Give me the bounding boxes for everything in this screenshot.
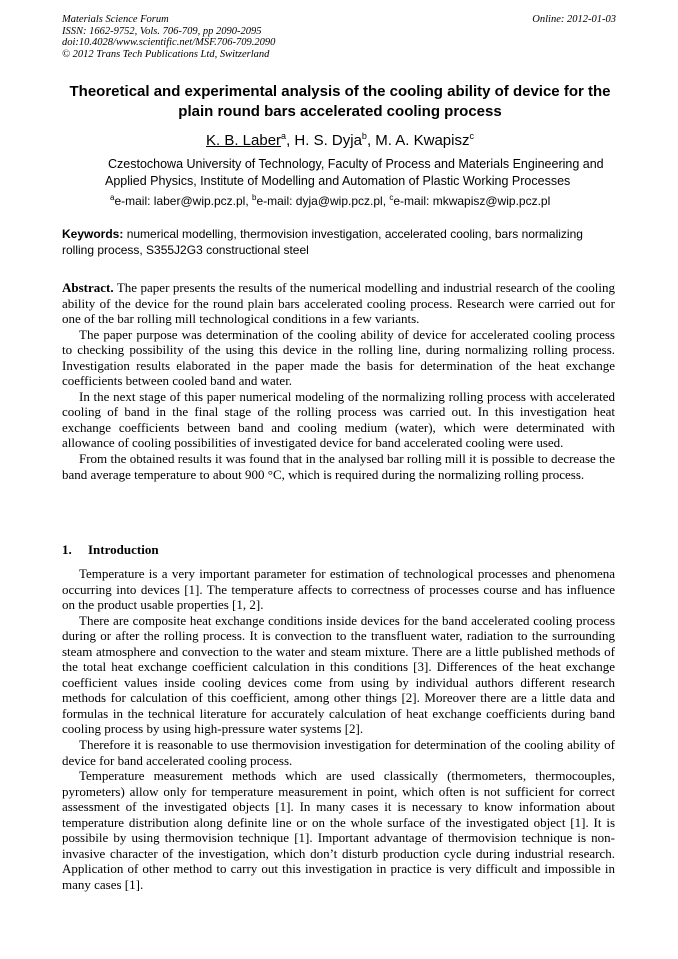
author-kwapisz: , M. A. Kwapisz (366, 132, 470, 149)
abstract-paragraph-2: The paper purpose was determination of the cooling ability of device for accelerated cooling process to checking possibility of the using this device in the rolling line, during normalizing rolling process. Investigation results elaborated in the paper made the basis for determination of the heat exchange coefficients between cooled band and water. (62, 326, 615, 389)
journal-header (62, 14, 618, 60)
section-heading (62, 542, 159, 558)
email-b: e-mail: dyja@wip.pcz.pl, (256, 194, 390, 208)
doi-line: doi:10.4028/www.scientific.net/MSF.706-709.2090 (62, 37, 276, 49)
abstract-p1-text: The paper presents the results of the numerical modelling and industrial research of the cooling ability of the device for the round plain bars accelerated cooling process. Research were carried out for one of the bar rolling mill technological conditions in a few variants. (62, 280, 615, 327)
intro-paragraph-2: There are composite heat exchange conditions inside devices for the band accelerated cooling process during or after the rolling process. It is convection to the transfluent water, radiation to the surrounding steam atmosphere and convection to the water and steam mixture. There are a little published methods of the total heat exchange coefficient calculation in this conditions [3]. Differences of the heat exchange coefficient values inside cooling devices come from using by individual authors different research methods for calculation of this coefficient, among other things [2]. Moreover there are a little data and formulas in the technical literature for accurately calculation of heat exchange coefficients during band cooling process by using high-pressure water systems [2]. (62, 612, 615, 737)
author-list (62, 131, 618, 151)
email-c: e-mail: mkwapisz@wip.pcz.pl (393, 194, 551, 208)
copyright-line: © 2012 Trans Tech Publications Ltd, Switzerland (62, 48, 270, 60)
author-laber: K. B. Laber (206, 132, 282, 149)
email-c-sup: c (389, 193, 394, 202)
intro-paragraph-3: Therefore it is reasonable to use thermovision investigation for determination of the cooling ability of device for band accelerated cooling process. (62, 737, 615, 768)
issn-line: ISSN: 1662-9752, Vols. 706-709, pp 2090-2095 (62, 25, 262, 37)
email-a: e-mail: laber@wip.pcz.pl, (114, 194, 253, 208)
author-dyja-sup: b (361, 131, 367, 141)
intro-paragraph-4: Temperature measurement methods which are used classically (thermometers, thermocouples, pyrometers) allow only for temperature measurement in point, which often is not sufficient for correct assessment of the investigated objects [1]. In many cases it is necessary to know information about temperature distribution along definite line or on the whole surface of the investigated object [1]. It is possibile by using thermovision technique [1]. Important advantage of thermovision technique is non-invasive character of the investigation, which don’t disturb production cycle during industrial research. Application of other method to carry out this investigation in practice is very difficult and impossible in many cases [1]. (62, 768, 615, 892)
author-dyja: , H. S. Dyja (286, 132, 362, 149)
section-number: 1. (62, 542, 72, 557)
abstract-paragraph-4: From the obtained results it was found that in the analysed bar rolling mill it is possible to decrease the band average temperature to about 900 °C, which is required during the normalizing rolling process. (62, 451, 615, 482)
abstract-paragraph-3: In the next stage of this paper numerical modeling of the normalizing rolling process with accelerated cooling of band in the final stage of the rolling process was carried out. In this investigation heat exchange coefficients between band and cooling medium (water), which were determinated with allowance of cooling possibilities of investigated device for band accelerated cooling were used. (62, 388, 615, 451)
author-emails (110, 193, 615, 209)
keywords (62, 227, 615, 258)
abstract (62, 280, 615, 482)
journal-name: Materials Science Forum (62, 14, 169, 25)
online-date: Online: 2012-01-03 (532, 14, 616, 25)
keywords-label: Keywords: (62, 227, 124, 241)
introduction-body (62, 566, 615, 892)
author-kwapisz-sup: c (469, 131, 474, 141)
abstract-label: Abstract. (62, 280, 114, 295)
author-laber-sup: a (281, 131, 287, 141)
section-title: Introduction (88, 542, 159, 557)
affiliation-line-1: Czestochowa University of Technology, Faculty of Process and Materials Engineering and (108, 157, 604, 171)
paper-title: Theoretical and experimental analysis of the cooling ability of device for the plain round bars accelerated cooling process (69, 83, 611, 120)
abstract-paragraph-1 (62, 280, 615, 327)
email-b-sup: b (252, 193, 257, 202)
email-a-sup: a (110, 193, 115, 202)
affiliation (105, 156, 615, 190)
affiliation-line-2: Applied Physics, Institute of Modelling and Automation of Plastic Working Processes (105, 174, 571, 188)
keywords-text: numerical modelling, thermovision investigation, accelerated cooling, bars normalizing rolling process, S355J2G3 constructional steel (62, 227, 583, 257)
intro-paragraph-1: Temperature is a very important parameter for estimation of technological processes and phenomena occurring into devices [1]. The temperature affects to correctness of processes course and has influence on the product usable properties [1, 2]. (62, 566, 615, 613)
